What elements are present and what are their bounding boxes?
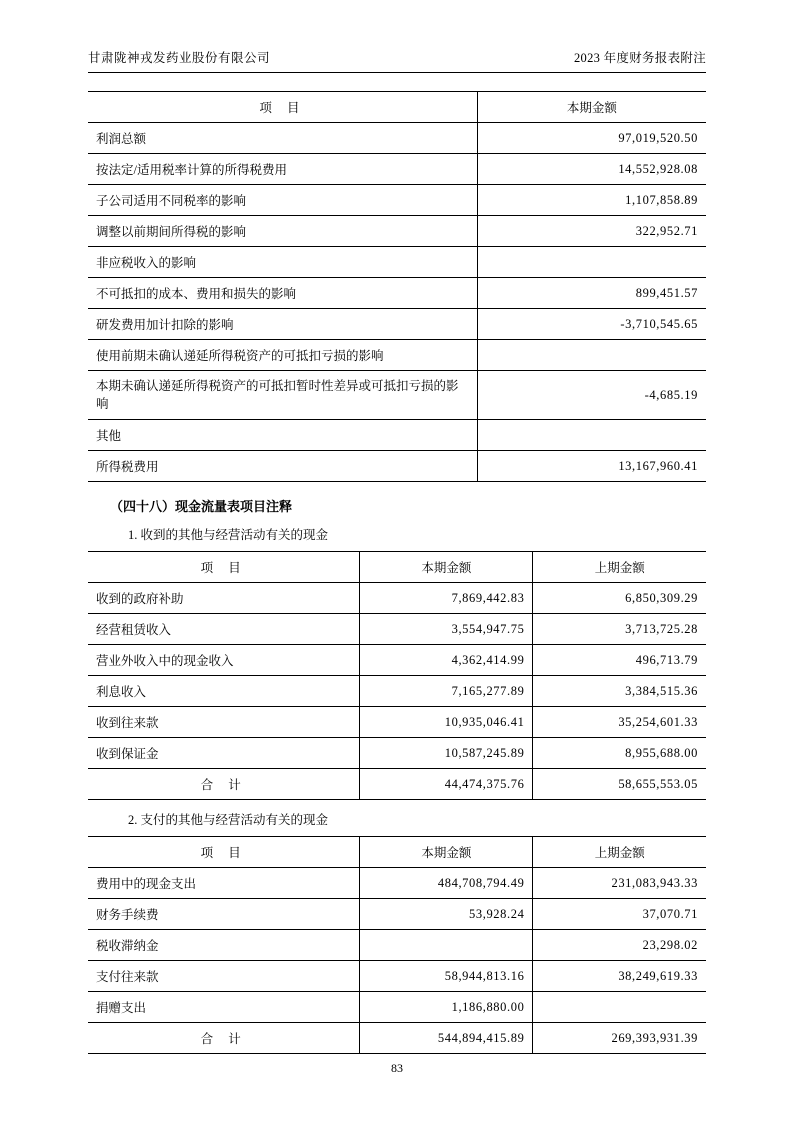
table-row bbox=[88, 247, 706, 278]
row-prior-amount: 3,384,515.36 bbox=[533, 676, 706, 707]
row-current-amount: 10,587,245.89 bbox=[360, 738, 533, 769]
row-label: 税收滞纳金 bbox=[88, 930, 360, 961]
row-amount: -4,685.19 bbox=[477, 371, 706, 420]
row-prior-amount: 8,955,688.00 bbox=[533, 738, 706, 769]
table-header-row bbox=[88, 552, 706, 583]
row-label: 使用前期未确认递延所得税资产的可抵扣亏损的影响 bbox=[88, 340, 477, 371]
row-label: 财务手续费 bbox=[88, 899, 360, 930]
row-label: 利润总额 bbox=[88, 123, 477, 154]
other-cash-paid-table bbox=[88, 836, 706, 1054]
row-amount bbox=[477, 420, 706, 451]
table-row bbox=[88, 371, 706, 420]
row-label: 按法定/适用税率计算的所得税费用 bbox=[88, 154, 477, 185]
column-header-item: 项 目 bbox=[88, 552, 360, 583]
row-amount: 899,451.57 bbox=[477, 278, 706, 309]
table-row bbox=[88, 676, 706, 707]
row-label: 营业外收入中的现金收入 bbox=[88, 645, 360, 676]
row-current-amount: 484,708,794.49 bbox=[360, 868, 533, 899]
page-header bbox=[88, 48, 706, 73]
subsection-title-receipts: 1. 收到的其他与经营活动有关的现金 bbox=[128, 528, 329, 543]
table-row bbox=[88, 961, 706, 992]
table-row bbox=[88, 645, 706, 676]
row-current-amount: 10,935,046.41 bbox=[360, 707, 533, 738]
column-header-current-amount: 本期金额 bbox=[477, 92, 706, 123]
tax-reconciliation-table bbox=[88, 91, 706, 482]
table-row bbox=[88, 123, 706, 154]
row-amount bbox=[477, 340, 706, 371]
row-prior-amount: 35,254,601.33 bbox=[533, 707, 706, 738]
total-label: 合 计 bbox=[88, 769, 360, 800]
row-prior-amount: 23,298.02 bbox=[533, 930, 706, 961]
table-header-row bbox=[88, 837, 706, 868]
header-report-name: 2023 年度财务报表附注 bbox=[573, 51, 706, 65]
row-amount: 1,107,858.89 bbox=[477, 185, 706, 216]
page-number: 83 bbox=[391, 1061, 403, 1075]
table-row bbox=[88, 899, 706, 930]
row-label: 非应税收入的影响 bbox=[88, 247, 477, 278]
row-prior-amount: 38,249,619.33 bbox=[533, 961, 706, 992]
table-row bbox=[88, 420, 706, 451]
row-amount: 322,952.71 bbox=[477, 216, 706, 247]
row-label: 不可抵扣的成本、费用和损失的影响 bbox=[88, 278, 477, 309]
table-row bbox=[88, 216, 706, 247]
other-cash-received-table bbox=[88, 551, 706, 800]
column-header-prior-amount: 上期金额 bbox=[533, 837, 706, 868]
row-prior-amount: 231,083,943.33 bbox=[533, 868, 706, 899]
row-current-amount bbox=[360, 930, 533, 961]
column-header-current-amount: 本期金额 bbox=[360, 837, 533, 868]
row-label: 经营租赁收入 bbox=[88, 614, 360, 645]
table-header-row bbox=[88, 92, 706, 123]
row-amount: -3,710,545.65 bbox=[477, 309, 706, 340]
row-label: 利息收入 bbox=[88, 676, 360, 707]
row-label: 捐赠支出 bbox=[88, 992, 360, 1023]
column-header-item: 项 目 bbox=[88, 837, 360, 868]
row-amount: 13,167,960.41 bbox=[477, 451, 706, 482]
row-current-amount: 53,928.24 bbox=[360, 899, 533, 930]
total-prior-amount: 269,393,931.39 bbox=[533, 1023, 706, 1054]
total-current-amount: 544,894,415.89 bbox=[360, 1023, 533, 1054]
column-header-current-amount: 本期金额 bbox=[360, 552, 533, 583]
total-current-amount: 44,474,375.76 bbox=[360, 769, 533, 800]
table-total-row bbox=[88, 1023, 706, 1054]
row-current-amount: 4,362,414.99 bbox=[360, 645, 533, 676]
table-row bbox=[88, 614, 706, 645]
row-prior-amount: 496,713.79 bbox=[533, 645, 706, 676]
row-current-amount: 7,165,277.89 bbox=[360, 676, 533, 707]
table-total-row bbox=[88, 769, 706, 800]
table-row bbox=[88, 309, 706, 340]
row-label: 子公司适用不同税率的影响 bbox=[88, 185, 477, 216]
row-label: 其他 bbox=[88, 420, 477, 451]
table-row bbox=[88, 738, 706, 769]
row-amount bbox=[477, 247, 706, 278]
header-company-name: 甘肃陇神戎发药业股份有限公司 bbox=[88, 51, 271, 65]
section-title: （四十八）现金流量表项目注释 bbox=[110, 499, 293, 515]
column-header-prior-amount: 上期金额 bbox=[533, 552, 706, 583]
table-row bbox=[88, 707, 706, 738]
row-current-amount: 7,869,442.83 bbox=[360, 583, 533, 614]
row-prior-amount: 6,850,309.29 bbox=[533, 583, 706, 614]
row-label: 费用中的现金支出 bbox=[88, 868, 360, 899]
table-row bbox=[88, 340, 706, 371]
row-label: 本期未确认递延所得税资产的可抵扣暂时性差异或可抵扣亏损的影响 bbox=[88, 371, 477, 420]
row-current-amount: 58,944,813.16 bbox=[360, 961, 533, 992]
row-prior-amount: 3,713,725.28 bbox=[533, 614, 706, 645]
table-row bbox=[88, 583, 706, 614]
total-label: 合 计 bbox=[88, 1023, 360, 1054]
row-label: 收到往来款 bbox=[88, 707, 360, 738]
row-prior-amount: 37,070.71 bbox=[533, 899, 706, 930]
row-label: 研发费用加计扣除的影响 bbox=[88, 309, 477, 340]
table-row bbox=[88, 992, 706, 1023]
row-label: 收到保证金 bbox=[88, 738, 360, 769]
row-label: 所得税费用 bbox=[88, 451, 477, 482]
table-row bbox=[88, 930, 706, 961]
row-label: 收到的政府补助 bbox=[88, 583, 360, 614]
row-label: 调整以前期间所得税的影响 bbox=[88, 216, 477, 247]
table-row bbox=[88, 185, 706, 216]
row-amount: 14,552,928.08 bbox=[477, 154, 706, 185]
table-row bbox=[88, 451, 706, 482]
row-amount: 97,019,520.50 bbox=[477, 123, 706, 154]
subsection-title-payments: 2. 支付的其他与经营活动有关的现金 bbox=[128, 813, 329, 828]
row-current-amount: 1,186,880.00 bbox=[360, 992, 533, 1023]
row-prior-amount bbox=[533, 992, 706, 1023]
total-prior-amount: 58,655,553.05 bbox=[533, 769, 706, 800]
column-header-item: 项 目 bbox=[88, 92, 477, 123]
table-row bbox=[88, 154, 706, 185]
row-current-amount: 3,554,947.75 bbox=[360, 614, 533, 645]
table-row bbox=[88, 278, 706, 309]
row-label: 支付往来款 bbox=[88, 961, 360, 992]
table-row bbox=[88, 868, 706, 899]
